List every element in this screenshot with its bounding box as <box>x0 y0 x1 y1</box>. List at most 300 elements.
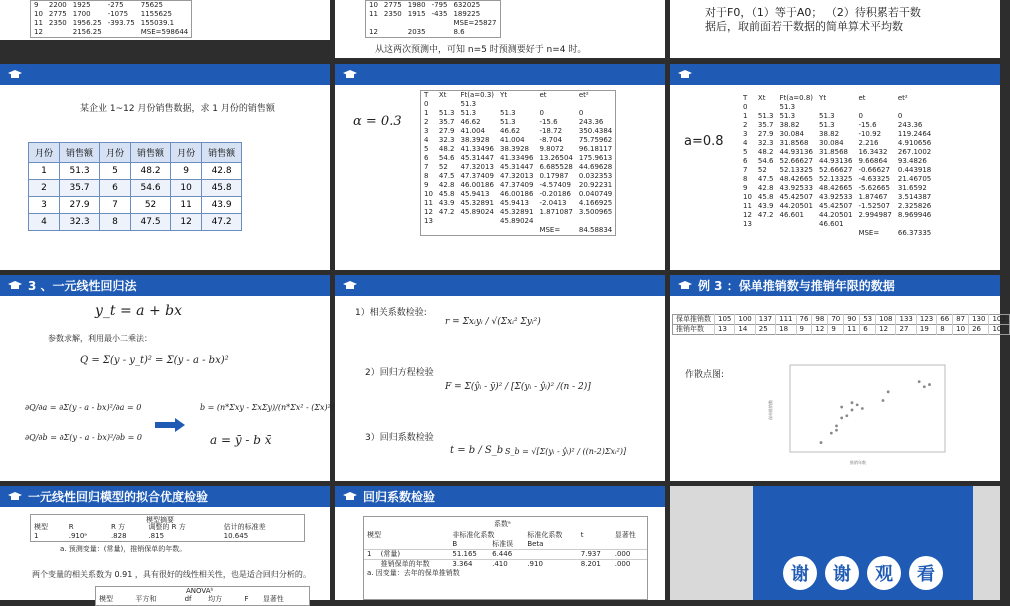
sales-intro: 某企业 1~12 月份销售数据，求 1 月份的销售额 <box>80 104 275 114</box>
table-cell: 52.13325 <box>819 175 853 183</box>
table-cell: 27.9 <box>60 197 100 214</box>
f-formula: F = Σ(ŷᵢ - ȳ)² / [Σ(yᵢ - ŷᵢ)² /(n - 2)] <box>445 382 591 392</box>
table-cell: 45.89024 <box>460 208 494 216</box>
table-cell: 0 <box>897 112 903 120</box>
table-cell: 54.6 <box>131 180 171 197</box>
table-cell: 48.42665 <box>779 175 813 183</box>
anova-title: ANOVAᵇ <box>186 587 214 595</box>
table-cell <box>576 100 616 109</box>
table-cell: 100 <box>735 315 755 325</box>
table-row <box>364 550 647 560</box>
table-cell: 35.7 <box>60 180 100 197</box>
table-row <box>31 19 192 28</box>
sb-formula: S_b = √[Σ(yᵢ - ŷᵢ)² / ((n-2)Σxᵢ²)] <box>505 447 627 456</box>
graduation-cap-icon <box>678 70 692 80</box>
table-cell: 8 <box>424 172 429 180</box>
table-cell: 155039.1 <box>140 19 175 27</box>
table-cell: -10.92 <box>858 130 882 138</box>
table-cell: 1956.25 <box>72 19 102 27</box>
table-row <box>421 163 616 172</box>
table-row <box>421 226 616 236</box>
table-cell: B <box>452 540 458 548</box>
table-cell: 31.8568 <box>819 148 848 156</box>
table-cell: 2350 <box>383 10 402 18</box>
table-cell: MSE=25827 <box>453 19 497 27</box>
smoothing-table-a08 <box>740 94 934 238</box>
table-cell: 98 <box>812 315 828 325</box>
table-cell <box>576 217 616 226</box>
table-cell <box>429 19 451 28</box>
table-cell: 10 <box>34 10 43 18</box>
table-cell <box>497 100 536 109</box>
table-cell: -15.6 <box>858 121 877 129</box>
table-cell: 9.66864 <box>858 157 888 165</box>
graduation-cap-icon <box>8 492 22 502</box>
slide-12[interactable] <box>670 486 1000 600</box>
table-cell: 47.37409 <box>500 181 534 189</box>
table-row <box>31 28 192 38</box>
table-row <box>31 10 192 19</box>
param-intro: 参数求解，利用最小二乘法： <box>48 334 152 343</box>
table-cell: 20.92231 <box>578 181 613 189</box>
table-cell: 76 <box>796 315 812 325</box>
table-row <box>366 1 501 11</box>
slide-header <box>335 275 665 296</box>
table-cell <box>429 28 451 38</box>
table-cell: 调整的 R 方 <box>148 523 186 531</box>
table-cell: 12 <box>369 28 378 36</box>
table-cell: 11 <box>743 202 752 210</box>
least-squares-formula: Q = Σ(y - y_t)² = Σ(y - a - bx)² <box>80 355 229 366</box>
table-cell <box>381 19 405 28</box>
table-cell: 133 <box>896 315 916 325</box>
table-cell: 5 <box>424 145 429 153</box>
table-cell: -275 <box>107 1 124 9</box>
smoothing-table-a03 <box>420 90 616 236</box>
table-cell: 2.325826 <box>897 202 932 210</box>
slide-10[interactable] <box>0 486 330 603</box>
table-cell: 42.8 <box>438 181 455 189</box>
table-cell: 0.17987 <box>539 172 569 180</box>
table-cell: Yt <box>500 91 508 99</box>
table-row <box>366 10 501 19</box>
table-cell: 105 <box>715 315 735 325</box>
table-cell: 12 <box>424 208 433 216</box>
table-cell: 44.20501 <box>779 202 813 210</box>
table-cell: 47.2 <box>202 214 242 231</box>
table-cell: Ft(a=0.8) <box>779 94 814 102</box>
table-cell: Ft(a=0.3) <box>460 91 495 99</box>
table-cell: 7 <box>743 166 748 174</box>
anova-table <box>96 595 309 604</box>
slide-9[interactable] <box>670 275 1006 481</box>
table-cell: 243.36 <box>578 118 604 126</box>
table-cell: 18 <box>776 325 796 335</box>
scatter-point <box>856 403 859 406</box>
table-cell: 51.3 <box>500 109 516 117</box>
slide-8[interactable] <box>335 275 665 481</box>
table-cell: 9.8072 <box>539 145 564 153</box>
table-cell: -1.52507 <box>858 202 890 210</box>
table-cell: 6.446 <box>492 550 513 558</box>
table-cell: 41.33496 <box>460 145 494 153</box>
table-cell: 2156.25 <box>72 28 102 36</box>
table-row <box>421 109 616 118</box>
table-cell: 66.37335 <box>897 229 932 237</box>
table-cell: 0.443918 <box>897 166 932 174</box>
table-cell: 46.62 <box>460 118 481 126</box>
table-cell: 189225 <box>453 10 481 18</box>
table-cell: 27.9 <box>438 127 455 135</box>
table-cell: 46.62 <box>500 127 521 135</box>
table-row <box>740 211 934 220</box>
table-cell: 243.36 <box>897 121 923 129</box>
table-cell: 19 <box>916 325 936 335</box>
table-cell: 2.216 <box>858 139 879 147</box>
table-cell: 显著性 <box>614 531 636 539</box>
table-cell: 6.685528 <box>539 163 573 171</box>
table-cell: 6 <box>424 154 429 162</box>
table-cell: 0 <box>539 109 544 117</box>
table-cell: 130 <box>969 315 989 325</box>
table-cell: 1155625 <box>140 10 172 18</box>
slide-3[interactable] <box>670 0 1000 58</box>
slide-header <box>335 486 665 507</box>
scatter-point <box>851 409 854 412</box>
table-cell: 45.42507 <box>819 202 853 210</box>
table-row <box>421 217 616 226</box>
a-formula: a = ȳ - b x̄ <box>210 433 272 447</box>
slide-header <box>0 275 330 296</box>
table-cell: 41.004 <box>500 136 525 144</box>
table-cell: 51.3 <box>500 118 516 126</box>
table-cell: 0.040749 <box>578 190 613 198</box>
table-cell: -8.704 <box>539 136 563 144</box>
table-cell: 3 <box>743 130 748 138</box>
table-cell: 16.3432 <box>858 148 888 156</box>
table-row <box>31 1 192 11</box>
table-cell: 47.2 <box>438 208 455 216</box>
table-cell <box>405 19 429 28</box>
table-cell: 8 <box>100 214 131 231</box>
table-cell: 90 <box>844 315 860 325</box>
table-row <box>29 163 242 180</box>
table-cell: T <box>424 91 429 99</box>
table-cell: 51.3 <box>819 112 835 120</box>
table-cell: 25 <box>755 325 775 335</box>
table-cell: 30.084 <box>819 139 844 147</box>
table-cell: 52 <box>438 163 448 171</box>
table-cell: -1075 <box>107 10 129 18</box>
thanks-char: 观 <box>867 556 901 590</box>
scatter-point <box>845 414 848 417</box>
table-cell: 51.3 <box>460 109 477 117</box>
table-cell <box>755 220 777 229</box>
model-summary-box <box>30 514 305 542</box>
table-cell: 模型 <box>367 531 381 539</box>
coefficients-title: 系数ᵃ <box>494 520 511 528</box>
table-cell: 54.6 <box>757 157 774 165</box>
table-cell: 52.13325 <box>779 166 813 174</box>
table-cell: 4 <box>424 136 429 144</box>
table-cell: 10 <box>743 193 752 201</box>
table-cell: 43.9 <box>757 202 774 210</box>
model-summary-footnote: a. 预测变量：(常量)，推销保单的年数。 <box>60 545 187 553</box>
table-cell: 41.004 <box>460 127 486 135</box>
table-row <box>421 136 616 145</box>
table-cell: 44.20501 <box>819 211 853 219</box>
table-cell: 47.32013 <box>500 172 534 180</box>
table-cell: 模型 <box>34 523 48 531</box>
row-label: 保单推销数 <box>676 315 711 323</box>
table-row <box>740 166 934 175</box>
table-cell: 51.165 <box>452 550 477 558</box>
table-cell: 45.8 <box>438 190 455 198</box>
scatter-point <box>923 385 926 388</box>
table-cell: et <box>858 94 866 102</box>
table-cell: 51.3 <box>438 109 455 117</box>
correlation-test-label: 1）相关系数检验: <box>355 308 427 318</box>
x-axis-label: 推销年数 <box>850 460 866 465</box>
table-cell: 51.3 <box>779 112 796 120</box>
table-cell <box>46 28 70 38</box>
table-cell: 45.8 <box>202 180 242 197</box>
table-row <box>421 118 616 127</box>
scatter-point <box>820 441 823 444</box>
table-cell: 1700 <box>72 10 91 18</box>
table-cell: -5.62665 <box>858 184 890 192</box>
table-cell: 7 <box>424 163 429 171</box>
table-cell: 48.2 <box>757 148 774 156</box>
table-cell: 0 <box>424 100 429 108</box>
table-cell: 46.601 <box>819 220 844 228</box>
table-cell: 38.82 <box>779 121 800 129</box>
table-cell: 1.871087 <box>539 208 573 216</box>
table-cell: 11 <box>34 19 43 27</box>
slide-title: 一元线性回归模型的拟合优度检验 <box>28 490 209 504</box>
y-axis-label: 保单推销数 <box>768 400 773 420</box>
scatter-point <box>918 380 921 383</box>
table-cell: -4.63325 <box>858 175 890 183</box>
table-cell: 66 <box>937 315 953 325</box>
table-cell: 2 <box>29 180 60 197</box>
table-cell: 3 <box>424 127 429 135</box>
scatter-point <box>835 429 838 432</box>
table-cell: 8 <box>937 325 953 335</box>
table-cell: et² <box>897 94 908 102</box>
slide-title: 3 、一元线性回归法 <box>28 279 137 293</box>
table-cell <box>436 226 458 236</box>
table-row <box>421 100 616 109</box>
graduation-cap-icon <box>343 281 357 291</box>
table-cell: 45.31447 <box>460 154 494 162</box>
correlation-formula: r = Σxᵢyᵢ / √(Σxᵢ² Σyᵢ²) <box>445 317 541 327</box>
table-cell: 推销保单的年数 <box>380 560 430 568</box>
graduation-cap-icon <box>343 492 357 502</box>
table-cell: 45.31447 <box>500 163 534 171</box>
anova-box <box>95 586 310 606</box>
table-cell <box>777 220 817 229</box>
table-cell: et² <box>578 91 589 99</box>
forecast-table-n4 <box>30 0 192 38</box>
table-cell: 38.82 <box>819 130 840 138</box>
model-summary-title: 模型摘要 <box>146 516 174 524</box>
table-row <box>673 315 1010 325</box>
table-cell: 51.3 <box>60 163 100 180</box>
table-cell: 11 <box>424 199 433 207</box>
table-row <box>421 199 616 208</box>
table-cell: 1 <box>367 550 372 558</box>
table-cell: 43.92533 <box>819 193 853 201</box>
table-cell <box>536 217 575 226</box>
table-cell: MSE=598644 <box>140 28 189 36</box>
table-row <box>740 184 934 193</box>
table-cell: 45.9413 <box>500 199 529 207</box>
table-row <box>421 145 616 154</box>
table-cell: 9 <box>171 163 202 180</box>
table-header-row <box>364 531 647 540</box>
table-cell: -393.75 <box>107 19 135 27</box>
slide-1[interactable] <box>0 0 330 40</box>
table-cell: 27 <box>896 325 916 335</box>
table-cell: 45.32891 <box>460 199 494 207</box>
scatter-point <box>835 425 838 428</box>
table-cell: 84.58834 <box>578 226 613 234</box>
policy-data-table <box>672 314 1010 335</box>
slide-7[interactable] <box>0 275 334 481</box>
table-cell: 6 <box>860 325 876 335</box>
table-row <box>29 197 242 214</box>
table-cell: 10 <box>424 190 433 198</box>
slide-2[interactable] <box>335 0 665 58</box>
table-cell: 48.42665 <box>819 184 853 192</box>
table-cell: Xt <box>757 94 766 102</box>
table-cell: 44.93136 <box>819 157 853 165</box>
slide-title: 回归系数检验 <box>363 490 436 504</box>
table-cell <box>740 229 755 238</box>
table-row <box>366 19 501 28</box>
table-cell <box>777 229 817 238</box>
table-row <box>421 154 616 163</box>
slide-header <box>0 486 330 507</box>
table-cell <box>755 229 777 238</box>
table-cell: 1 <box>424 109 429 117</box>
table-cell: 111 <box>776 315 796 325</box>
table-cell: et <box>539 91 547 99</box>
table-cell: 51.3 <box>460 100 477 108</box>
table-cell: 平方和 <box>135 595 157 603</box>
table-cell: 2200 <box>48 1 67 9</box>
table-cell: 9 <box>743 184 748 192</box>
table-cell: 4.166925 <box>578 199 613 207</box>
table-cell: 32.3 <box>757 139 774 147</box>
graduation-cap-icon <box>8 70 22 80</box>
table-cell: 350.4384 <box>578 127 613 135</box>
table-cell: 47.5 <box>438 172 455 180</box>
table-cell: 27.9 <box>757 130 774 138</box>
table-cell: 45.42507 <box>779 193 813 201</box>
table-cell: 47.2 <box>757 211 774 219</box>
table-cell: 12 <box>812 325 828 335</box>
table-cell: 46.00186 <box>500 190 534 198</box>
table-cell <box>855 220 894 229</box>
table-cell: 52.66627 <box>779 157 813 165</box>
table-cell: 0 <box>858 112 863 120</box>
table-cell: 3 <box>29 197 60 214</box>
scatter-point <box>928 383 931 386</box>
table-cell: 10 <box>953 325 969 335</box>
table-cell: 均方 <box>208 595 223 603</box>
table-cell: 3.514387 <box>897 193 932 201</box>
graduation-cap-icon <box>678 281 692 291</box>
table-cell: 2350 <box>48 19 67 27</box>
table-cell: 2 <box>743 121 748 129</box>
table-row <box>421 127 616 136</box>
coefficient-test-label: 3）回归系数检验 <box>365 433 434 443</box>
table-cell: 13 <box>715 325 735 335</box>
table-row <box>421 181 616 190</box>
table-cell: 108 <box>876 315 896 325</box>
slide-4[interactable] <box>0 64 330 270</box>
table-cell: 11 <box>369 10 378 18</box>
table-cell: 119.2464 <box>897 130 932 138</box>
table-cell: 1925 <box>72 1 91 9</box>
table-row <box>740 130 934 139</box>
table-cell: .910 <box>527 560 543 568</box>
table-cell: 38.3928 <box>500 145 529 153</box>
table-cell: 4 <box>29 214 60 231</box>
slide-5[interactable] <box>335 64 665 270</box>
table-cell: 9 <box>34 1 39 9</box>
table-row <box>740 229 934 238</box>
table-cell: .828 <box>110 532 127 540</box>
table-cell: 31.8568 <box>779 139 809 147</box>
table-cell: 10 <box>369 1 378 9</box>
table-cell: 8.969946 <box>897 211 932 219</box>
table-cell: 10 <box>989 325 1009 335</box>
table-cell: Xt <box>438 91 447 99</box>
thanks-char: 看 <box>909 556 943 590</box>
table-cell <box>755 103 777 112</box>
table-cell: 44.93136 <box>779 148 813 156</box>
table-cell: 35.7 <box>757 121 774 129</box>
table-cell: 46.00186 <box>460 181 494 189</box>
slide-11[interactable] <box>335 486 665 600</box>
table-cell: 11 <box>171 197 202 214</box>
table-cell: 12 <box>34 28 43 36</box>
coefficients-box <box>363 516 648 600</box>
scatter-plot <box>760 360 960 470</box>
table-row <box>740 148 934 157</box>
table-row <box>740 112 934 121</box>
table-cell: 54.6 <box>438 154 455 162</box>
table-cell: 月份 <box>100 143 131 163</box>
table-cell: 11 <box>844 325 860 335</box>
slide-6[interactable] <box>670 64 1000 270</box>
table-cell: 1 <box>743 112 748 120</box>
table-cell: 30.084 <box>779 130 805 138</box>
table-row <box>364 560 647 570</box>
table-row <box>740 175 934 184</box>
table-cell: 47.5 <box>757 175 774 183</box>
coefficients-table <box>364 531 647 578</box>
table-cell: 销售额 <box>202 143 242 163</box>
table-cell: 9 <box>828 325 844 335</box>
table-row <box>364 569 647 578</box>
thanks-char: 谢 <box>783 556 817 590</box>
table-cell: 8.201 <box>580 560 601 568</box>
table-cell: 13.26504 <box>539 154 573 162</box>
